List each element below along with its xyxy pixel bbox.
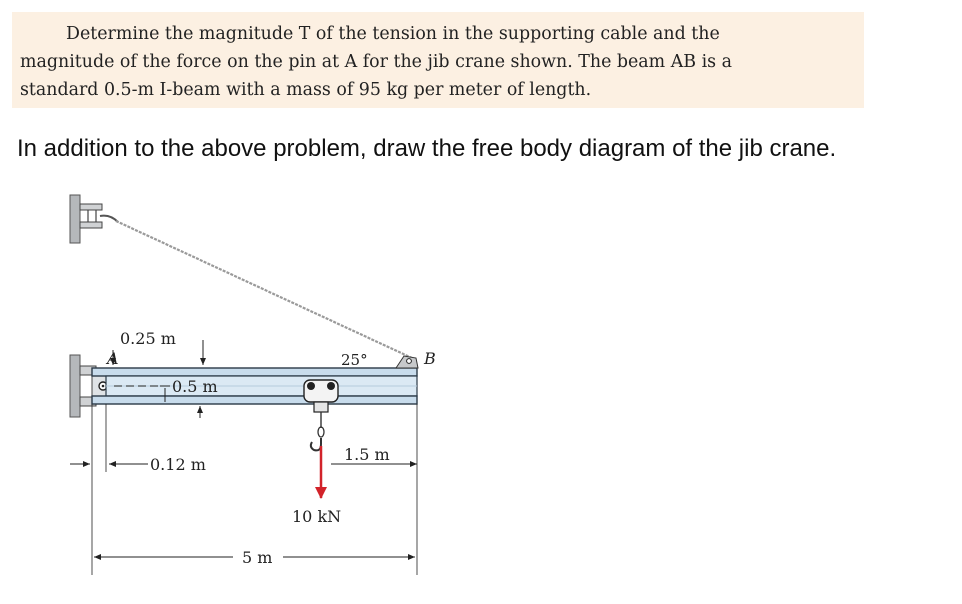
upper-wall-bracket [70, 195, 118, 243]
cable-attachment-b [396, 356, 418, 368]
dim-label-1.5m: 1.5 m [344, 445, 390, 464]
dim-label-0.25m: 0.25 m [120, 329, 176, 348]
jib-crane-figure [0, 180, 962, 604]
point-a-label: A [107, 349, 119, 368]
problem-line-3: standard 0.5-m I-beam with a mass of 95 kg per meter of length. [20, 80, 592, 100]
dim-label-5m: 5 m [242, 548, 273, 567]
problem-line-1: Determine the magnitude T of the tension in the supporting cable and the [66, 24, 720, 44]
point-b-label: B [424, 349, 436, 368]
angle-label: 25° [341, 351, 368, 369]
problem-statement [12, 12, 864, 108]
trolley [304, 380, 338, 412]
dim-label-0.12m: 0.12 m [150, 455, 206, 474]
instruction-text: In addition to the above problem, draw the free body diagram of the jib crane. [17, 135, 837, 162]
dim-label-0.5m: 0.5 m [172, 377, 218, 396]
lower-wall-bracket [70, 355, 107, 417]
load-label: 10 kN [292, 507, 342, 526]
hook [311, 412, 324, 450]
problem-line-2: magnitude of the force on the pin at A for the jib crane shown. The beam AB is a [20, 52, 732, 72]
